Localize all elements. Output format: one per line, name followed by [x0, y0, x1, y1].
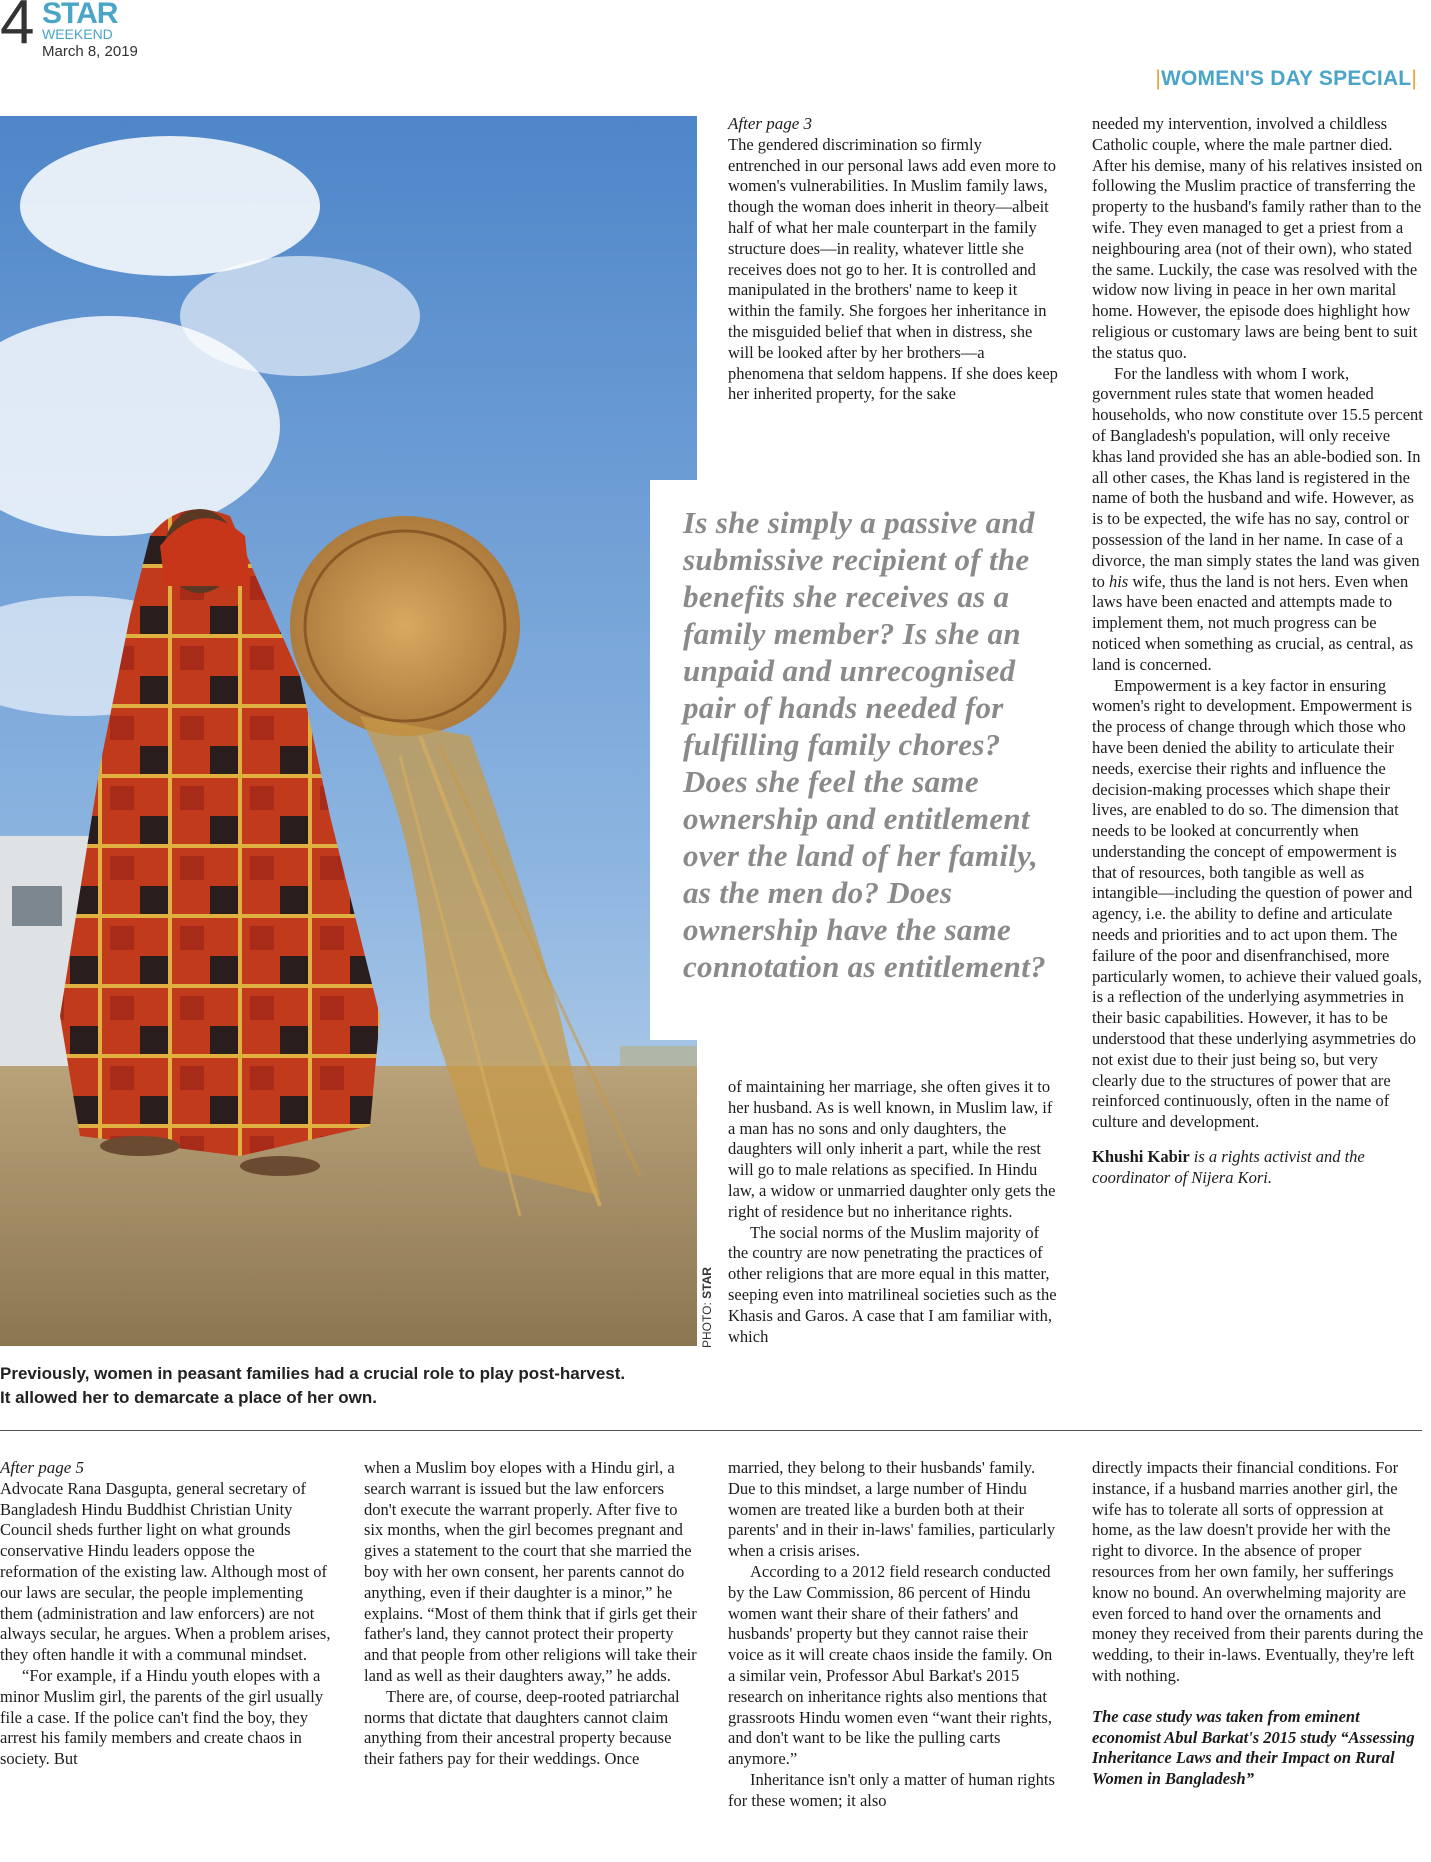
- paragraph: needed my intervention, involved a childless Catholic couple, where the male partner died. After his demise, many of his relatives insisted on following the Muslim practice of transferring the property to the husband's family rather than to the wife. They even managed to get a priest from a neighbouring area (not of their own), who stated the same. Luckily, the case was resolved with the widow now living in peace in her own marital home. However, the episode does highlight how religious or customary laws are being bent to suit the status quo.: [1092, 114, 1423, 362]
- bottom-article-column-2: [364, 1458, 699, 1770]
- paragraph: Advocate Rana Dasgupta, general secretary of Bangladesh Hindu Buddhist Christian Unity Council sheds further light on what grounds conservative Hindu leaders oppose the reformation of the existing law. Although most of our laws are secular, the people implementing them (administration and law enforcers) are not always secular, he argues. When a problem arises, they often handle it with a communal mindset.: [0, 1478, 331, 1665]
- paragraph: For the landless with whom I work, government rules state that women headed households, who now constitute over 15.5 percent of Bangladesh's population, will only receive khas land provided she has an able-bodied son. In all other cases, the Khas land is registered in the name of both the husband and wife. However, as is to be expected, the wife has no say, control or possession of the land in her name. In case of a divorce, the man simply states the land was given to his wife, thus the land is not hers. Even when laws have been enacted and attempts made to implement them, not much progress can be noticed when something as crucial, as central, as land is concerned.: [1092, 363, 1423, 674]
- top-article-column-1-upper: [728, 114, 1058, 405]
- paragraph: when a Muslim boy elopes with a Hindu girl, a search warrant is issued but the law enforcers don't execute the warrant properly. After five to six months, when the girl becomes pregnant and gives a statement to the court that she married the boy with her own consent, her parents cannot do anything, even if their daughter is a minor,” he explains. “Most of them think that if girls get their father's land, they cannot protect their property and that people from other religions will take their land as well as their daughters away,” he adds.: [364, 1458, 697, 1685]
- author-byline: Khushi Kabir is a rights activist and the coordinator of Nijera Kori.: [1092, 1147, 1365, 1187]
- paragraph: married, they belong to their husbands' family. Due to this mindset, a large number of Hindu women are treated like a burden both at their parents' and in their in-laws' families, particularly when a crisis arises.: [728, 1458, 1056, 1561]
- issue-date: March 8, 2019: [42, 43, 138, 60]
- caption-line: Previously, women in peasant families had a crucial role to play post-harvest.: [0, 1364, 626, 1383]
- paragraph: There are, of course, deep-rooted patriarchal norms that dictate that daughters cannot claim anything from their ancestral property because their fathers pay for their weddings. Once: [364, 1686, 680, 1769]
- top-article-column-1-lower: [728, 1077, 1058, 1347]
- feature-photo: [0, 116, 697, 1346]
- paragraph: directly impacts their financial conditions. For instance, if a husband marries another girl, the wife has to tolerate all sorts of oppression at home, as the law doesn't provide her with the right to divorce. In the absence of proper resources from her own family, her sufferings know no bound. An overwhelming majority are even forced to hand over the ornaments and money they received from their parents during the wedding, to their in-laws. Eventually, they're left with nothing.: [1092, 1458, 1424, 1685]
- paragraph: The gendered discrimination so firmly entrenched in our personal laws add even more to women's vulnerabilities. In Muslim family laws, though the woman does inherit in theory—albeit half of what her male counterpart in the family structure does—in reality, whatever little she receives does not go to her. It is controlled and manipulated in the brothers' name to keep it within the family. She forgoes her inheritance in the misguided belief that when in distress, she will be looked after by her brothers—a phenomena that seldom happens. If she does keep her inherited property, for the sake: [728, 134, 1058, 404]
- edition-label: WEEKEND: [42, 26, 113, 42]
- publication-logo: STAR: [42, 0, 118, 30]
- pull-quote-box: [650, 480, 1070, 1040]
- continuation-kicker: After page 5: [0, 1458, 85, 1477]
- photo-credit: PHOTO: STAR: [700, 1267, 714, 1348]
- photo-caption: [0, 1362, 690, 1410]
- paragraph: Empowerment is a key factor in ensuring women's right to development. Empowerment is the process of change through which those who have been denied the ability to articulate their needs, exercise their rights and influence the decision-making processes which shape their lives, are enabled to do so. The dimension that needs to be looked at concurrently when understanding the concept of empowerment is that of resources, both tangible as well as intangible—including the question of power and agency, i.e. the ability to define and articulate needs and priorities and to act upon them. The failure of the poor and disenfranchised, more particularly women, to achieve their valued goals, is a reflection of the underlying asymmetries in their basic capabilities. However, it has to be understood that these underlying asymmetries do not exist due to their just being so, but very clearly due to the structures of power that are reinforced continuously, often in the name of culture and development.: [1092, 675, 1422, 1132]
- continuation-kicker: After page 3: [728, 114, 813, 133]
- paragraph: of maintaining her marriage, she often gives it to her husband. As is well known, in Muslim law, if a man has no sons and only daughters, the daughters will only inherit a part, while the rest will go to male relations as specified. In Hindu law, a widow or unmarried daughter only gets the right of residence but no inheritance rights.: [728, 1077, 1056, 1221]
- top-article-column-2: [1092, 114, 1424, 1189]
- source-note: The case study was taken from eminent economist Abul Barkat's 2015 study “Assessing Inheritance Laws and their Impact on Rural Women in Bangladesh”: [1092, 1706, 1415, 1789]
- bottom-article-column-1: [0, 1458, 332, 1770]
- bottom-article-column-4: [1092, 1458, 1424, 1790]
- paragraph: According to a 2012 field research conducted by the Law Commission, 86 percent of Hindu women want their share of their fathers' and husbands' property but they cannot raise their voice as it will create chaos inside the family. On a similar vein, Professor Abul Barkat's 2015 research on inheritance rights also mentions that grassroots Hindu women even “want their rights, and don't want to be like the pulling carts anymore.”: [728, 1561, 1053, 1769]
- section-label: |WOMEN'S DAY SPECIAL|: [1155, 67, 1417, 90]
- pull-quote: Is she simply a passive and submissive recipient of the benefits she receives as a family member? Is she an unpaid and unrecognised pair of hands needed for fulfilling family chores? Does she feel the same ownership and entitlement over the land of her family, as the men do? Does ownership have the same connotation as entitlement?: [683, 505, 1046, 984]
- paragraph: The social norms of the Muslim majority of the country are now penetrating the practices of other religions that are more equal in this matter, seeping even into matrilineal societies such as the Khasis and Garos. A case that I am familiar with, which: [728, 1222, 1057, 1346]
- page-number: 4: [0, 0, 35, 57]
- paragraph: “For example, if a Hindu youth elopes with a minor Muslim girl, the parents of the girl usually file a case. If the police can't find the boy, they arrest his family members and create chaos in society. But: [0, 1665, 324, 1769]
- caption-line: It allowed her to demarcate a place of her own.: [0, 1388, 377, 1407]
- bottom-article-column-3: [728, 1458, 1063, 1812]
- section-divider: [0, 1430, 1422, 1431]
- paragraph: Inheritance isn't only a matter of human rights for these women; it also: [728, 1769, 1055, 1810]
